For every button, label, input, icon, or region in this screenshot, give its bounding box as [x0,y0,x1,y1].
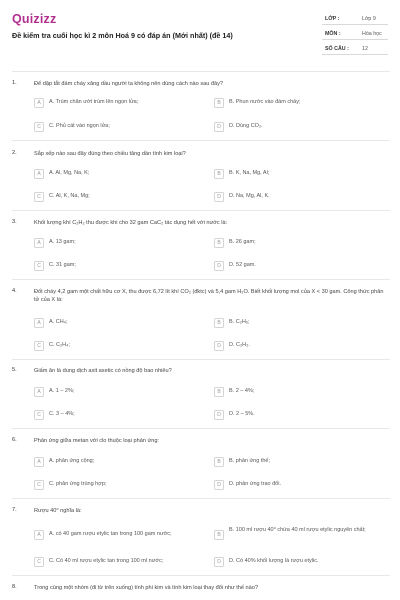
option-c[interactable] [34,556,192,568]
question-number: 1. [12,80,17,86]
option-a[interactable] [34,237,192,249]
option-text: D. 52 gam. [229,262,256,268]
option-letter-box[interactable]: A [34,387,44,397]
option-text: D. C₂H₂. [229,342,250,348]
question-text: Để dập tắt đám cháy xăng dầu người ta không nên dùng cách nào sau đây? [34,81,224,87]
option-text: A. 1 – 2%; [49,388,75,394]
option-d[interactable] [214,121,372,133]
option-letter-box[interactable]: D [214,261,224,271]
option-letter-box[interactable]: C [34,557,44,567]
option-letter-box[interactable]: B [214,169,224,179]
option-letter-box[interactable]: A [34,318,44,328]
option-d[interactable] [214,556,372,568]
question-text: Phản ứng giữa metan với clo thuộc loại phản ứng: [34,438,159,444]
option-text: C. Có 40 ml rượu etylic tan trong 100 ml nước; [49,558,164,564]
divider [12,140,390,141]
option-letter-box[interactable]: A [34,238,44,248]
option-d[interactable] [214,409,372,421]
question-number: 3. [12,219,17,225]
question-text: Rượu 40⁰ nghĩa là: [34,508,82,514]
option-b[interactable] [214,525,372,537]
option-b[interactable] [214,168,372,180]
option-text: C. 31 gam; [49,262,76,268]
question-number: 2. [12,150,17,156]
meta-subject [322,31,388,43]
option-text: B. 26 gam; [229,239,256,245]
option-a[interactable] [34,168,192,180]
option-letter-box[interactable]: C [34,480,44,490]
meta-question-count [322,46,388,58]
question-text: Khối lượng khí C₂H₂ thu được khi cho 32 gam CaC₂ tác dụng hết với nước là: [34,220,228,226]
option-d[interactable] [214,340,372,352]
option-text: D. Có 40% khối lượng là rượu etylic. [229,558,319,564]
option-b[interactable] [214,237,372,249]
option-c[interactable] [34,191,192,203]
option-d[interactable] [214,479,372,491]
option-b[interactable] [214,386,372,398]
option-letter-box[interactable]: B [214,530,224,540]
option-a[interactable] [34,456,192,468]
option-c[interactable] [34,340,192,352]
divider [12,575,390,576]
question-number: 7. [12,507,17,513]
option-a[interactable] [34,97,192,109]
question-number: 8. [12,584,17,590]
question-number: 4. [12,288,17,294]
option-text: C. C₂H₄; [49,342,70,348]
divider [12,210,390,211]
option-text: B. Phun nước vào đám cháy; [229,99,301,105]
meta-divider [322,54,388,55]
option-text: A. Al, Mg, Na, K; [49,170,90,176]
option-c[interactable] [34,479,192,491]
option-d[interactable] [214,191,372,203]
meta-divider [322,39,388,40]
option-letter-box[interactable]: B [214,98,224,108]
option-text: D. Dùng CO₂. [229,123,263,129]
quizizz-logo: Quizizz [12,12,57,26]
option-text: A. 13 gam; [49,239,76,245]
option-letter-box[interactable]: A [34,98,44,108]
option-letter-box[interactable]: C [34,261,44,271]
document-title: Đề kiểm tra cuối học kì 2 môn Hoá 9 có đáp án (Mới nhất) (đề 14) [12,31,233,40]
meta-subject-label: MÔN : [325,31,341,37]
option-letter-box[interactable]: A [34,169,44,179]
option-letter-box[interactable]: B [214,318,224,328]
option-b[interactable] [214,97,372,109]
option-text: C. Al, K, Na, Mg; [49,193,90,199]
option-letter-box[interactable]: C [34,122,44,132]
option-letter-box[interactable]: C [34,410,44,420]
meta-class [322,16,388,28]
option-letter-box[interactable]: D [214,480,224,490]
option-text: B. 2 – 4%; [229,388,255,394]
option-text: D. Na, Mg, Al, K. [229,193,270,199]
option-text: B. C₂H₆; [229,319,250,325]
option-letter-box[interactable]: D [214,341,224,351]
divider [12,71,390,72]
option-letter-box[interactable]: A [34,457,44,467]
option-text: B. K, Na, Mg, Al; [229,170,270,176]
question-number: 5. [12,367,17,373]
meta-count-value: 12 [362,46,368,52]
meta-class-label: LỚP : [325,16,340,22]
option-letter-box[interactable]: C [34,192,44,202]
option-text: C. phản ứng trùng hợp; [49,481,107,487]
option-b[interactable] [214,456,372,468]
option-text: C. 3 – 4%; [49,411,75,417]
option-letter-box[interactable]: A [34,530,44,540]
question-text: Đốt cháy 4,2 gam một chất hữu cơ X, thu được 6,72 lít khí CO₂ (đktc) và 5,4 gam H₂O. Biết khối lượng mol của X < 30 gam. Công thức phân tử của X là: [34,289,384,304]
meta-count-label: SỐ CÂU : [325,46,349,52]
option-text: B. phản ứng thế; [229,458,270,464]
option-text: A. CH₄; [49,319,68,325]
option-a[interactable] [34,386,192,398]
divider [12,428,390,429]
divider [12,498,390,499]
option-c[interactable] [34,409,192,421]
divider [12,279,390,280]
option-letter-box[interactable]: C [34,341,44,351]
option-letter-box[interactable]: B [214,457,224,467]
option-text: C. Phủ cát vào ngọn lửa; [49,123,110,129]
meta-class-value: Lớp 9 [362,16,376,22]
question-text: Giấm ăn là dung dịch axit axetic có nồng độ bao nhiêu? [34,368,172,374]
option-letter-box[interactable]: D [214,557,224,567]
option-b[interactable] [214,317,372,329]
option-text: D. 2 – 5%. [229,411,255,417]
question-text: Trong cùng một nhóm (đi từ trên xuống) tính phi kim và tính kim loại thay đổi như thế nào? [34,585,259,591]
option-letter-box[interactable]: D [214,410,224,420]
option-letter-box[interactable]: D [214,192,224,202]
meta-divider [322,24,388,25]
question-number: 6. [12,437,17,443]
option-text: A. có 40 gam rượu etylic tan trong 100 gam nước; [49,531,172,537]
option-letter-box[interactable]: B [214,387,224,397]
option-letter-box[interactable]: B [214,238,224,248]
option-a[interactable] [34,317,192,329]
option-a[interactable] [34,529,192,541]
question-text: Sắp xếp nào sau đây đúng theo chiều tăng dần tính kim loại? [34,151,186,157]
option-d[interactable] [214,260,372,272]
option-c[interactable] [34,260,192,272]
option-text: A. Trùm chăn ướt trùm lên ngọn lửa; [49,99,139,105]
worksheet-header [0,0,400,66]
option-text: D. phản ứng trao đổi. [229,481,281,487]
option-letter-box[interactable]: D [214,122,224,132]
option-text: A. phản ứng cộng; [49,458,95,464]
divider [12,359,390,360]
meta-subject-value: Hóa học [362,31,382,37]
option-text: B. 100 ml rượu 40⁰ chứa 40 ml rượu etylic nguyên chất; [229,527,366,533]
option-c[interactable] [34,121,192,133]
